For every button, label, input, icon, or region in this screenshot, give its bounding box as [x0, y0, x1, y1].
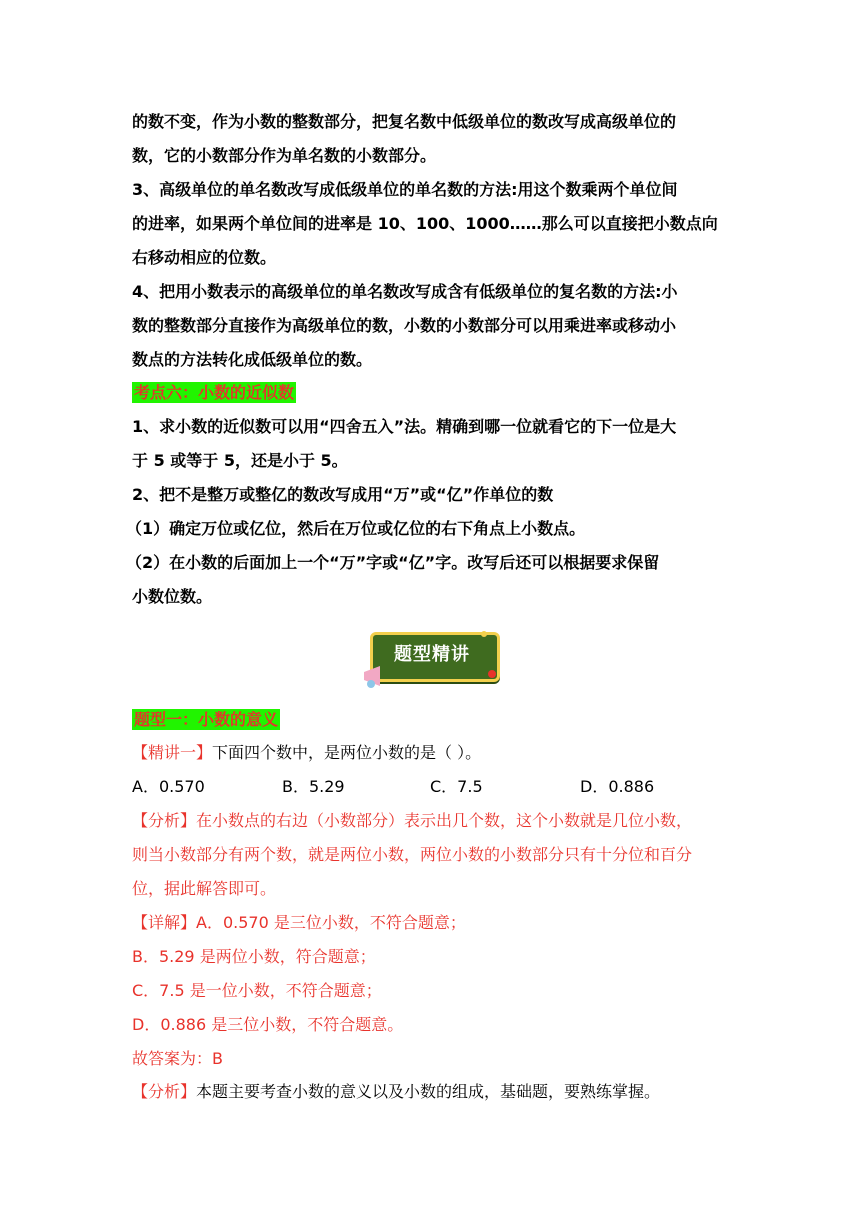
section-heading — [132, 382, 732, 404]
megaphone-icon — [362, 628, 500, 690]
detail-line: D．0.886 是三位小数，不符合题意。 — [132, 1015, 404, 1034]
option-a: A．0.570 — [132, 777, 205, 796]
text-line: （2）在小数的后面加上一个“万”字或“亿”字。改写后还可以根据要求保留 — [126, 553, 660, 572]
text-line: 4、把用小数表示的高级单位的单名数改写成含有低级单位的复名数的方法:小 — [132, 282, 678, 301]
detail-text: A．0.570 是三位小数，不符合题意； — [196, 913, 466, 932]
detail-tag: 【详解】 — [132, 913, 197, 932]
question-tag: 【精讲一】 — [132, 743, 213, 762]
question-type-label: 题型一：小数的意义 — [134, 710, 279, 729]
section-heading-label: 考点六：小数的近似数 — [134, 383, 295, 402]
option-b: B．5.29 — [282, 777, 345, 796]
analysis-text: 在小数点的右边（小数部分）表示出几个数，这个小数就是几位小数， — [196, 811, 693, 830]
analysis-line: 则当小数部分有两个数，就是两位小数，两位小数的小数部分只有十分位和百分 — [132, 845, 693, 864]
detail-line: C．7.5 是一位小数，不符合题意； — [132, 981, 382, 1000]
text-line: 数，它的小数部分作为单名数的小数部分。 — [132, 146, 437, 165]
question-text: 下面四个数中，是两位小数的是（ ）。 — [212, 743, 482, 762]
text-line: 数点的方法转化成低级单位的数。 — [132, 350, 373, 369]
analysis-line — [132, 810, 732, 832]
text-line: 的数不变，作为小数的整数部分，把复名数中低级单位的数改写成高级单位的 — [132, 112, 677, 131]
text-line: 1、求小数的近似数可以用“四舍五入”法。精确到哪一位就看它的下一位是大 — [132, 417, 677, 436]
summary-tag: 【分析】 — [132, 1082, 197, 1101]
summary-text: 本题主要考查小数的意义以及小数的组成，基础题，要熟练掌握。 — [196, 1082, 661, 1101]
option-c: C．7.5 — [430, 777, 483, 796]
summary-line — [132, 1081, 732, 1103]
question-line — [132, 742, 732, 764]
detail-line: B．5.29 是两位小数，符合题意； — [132, 947, 376, 966]
text-line: 小数位数。 — [132, 587, 213, 606]
banner-title: 题型精讲 — [394, 644, 470, 665]
text-line: 于 5 或等于 5，还是小于 5。 — [132, 451, 348, 470]
text-line: 右移动相应的位数。 — [132, 248, 277, 267]
text-line: 的进率，如果两个单位间的进率是 10、100、1000……那么可以直接把小数点向 — [132, 214, 718, 233]
text-line: 数的整数部分直接作为高级单位的数，小数的小数部分可以用乘进率或移动小 — [132, 316, 677, 335]
section-banner — [362, 628, 500, 690]
detail-line — [132, 912, 732, 934]
text-line: 2、把不是整万或整亿的数改写成用“万”或“亿”作单位的数 — [132, 485, 554, 504]
question-type-heading — [132, 709, 732, 731]
option-d: D．0.886 — [580, 777, 655, 796]
answer-line: 故答案为：B — [132, 1049, 223, 1068]
text-line: 3、高级单位的单名数改写成低级单位的单名数的方法:用这个数乘两个单位间 — [132, 180, 678, 199]
analysis-tag: 【分析】 — [132, 811, 197, 830]
text-line: （1）确定万位或亿位，然后在万位或亿位的右下角点上小数点。 — [126, 519, 586, 538]
analysis-line: 位，据此解答即可。 — [132, 879, 277, 898]
